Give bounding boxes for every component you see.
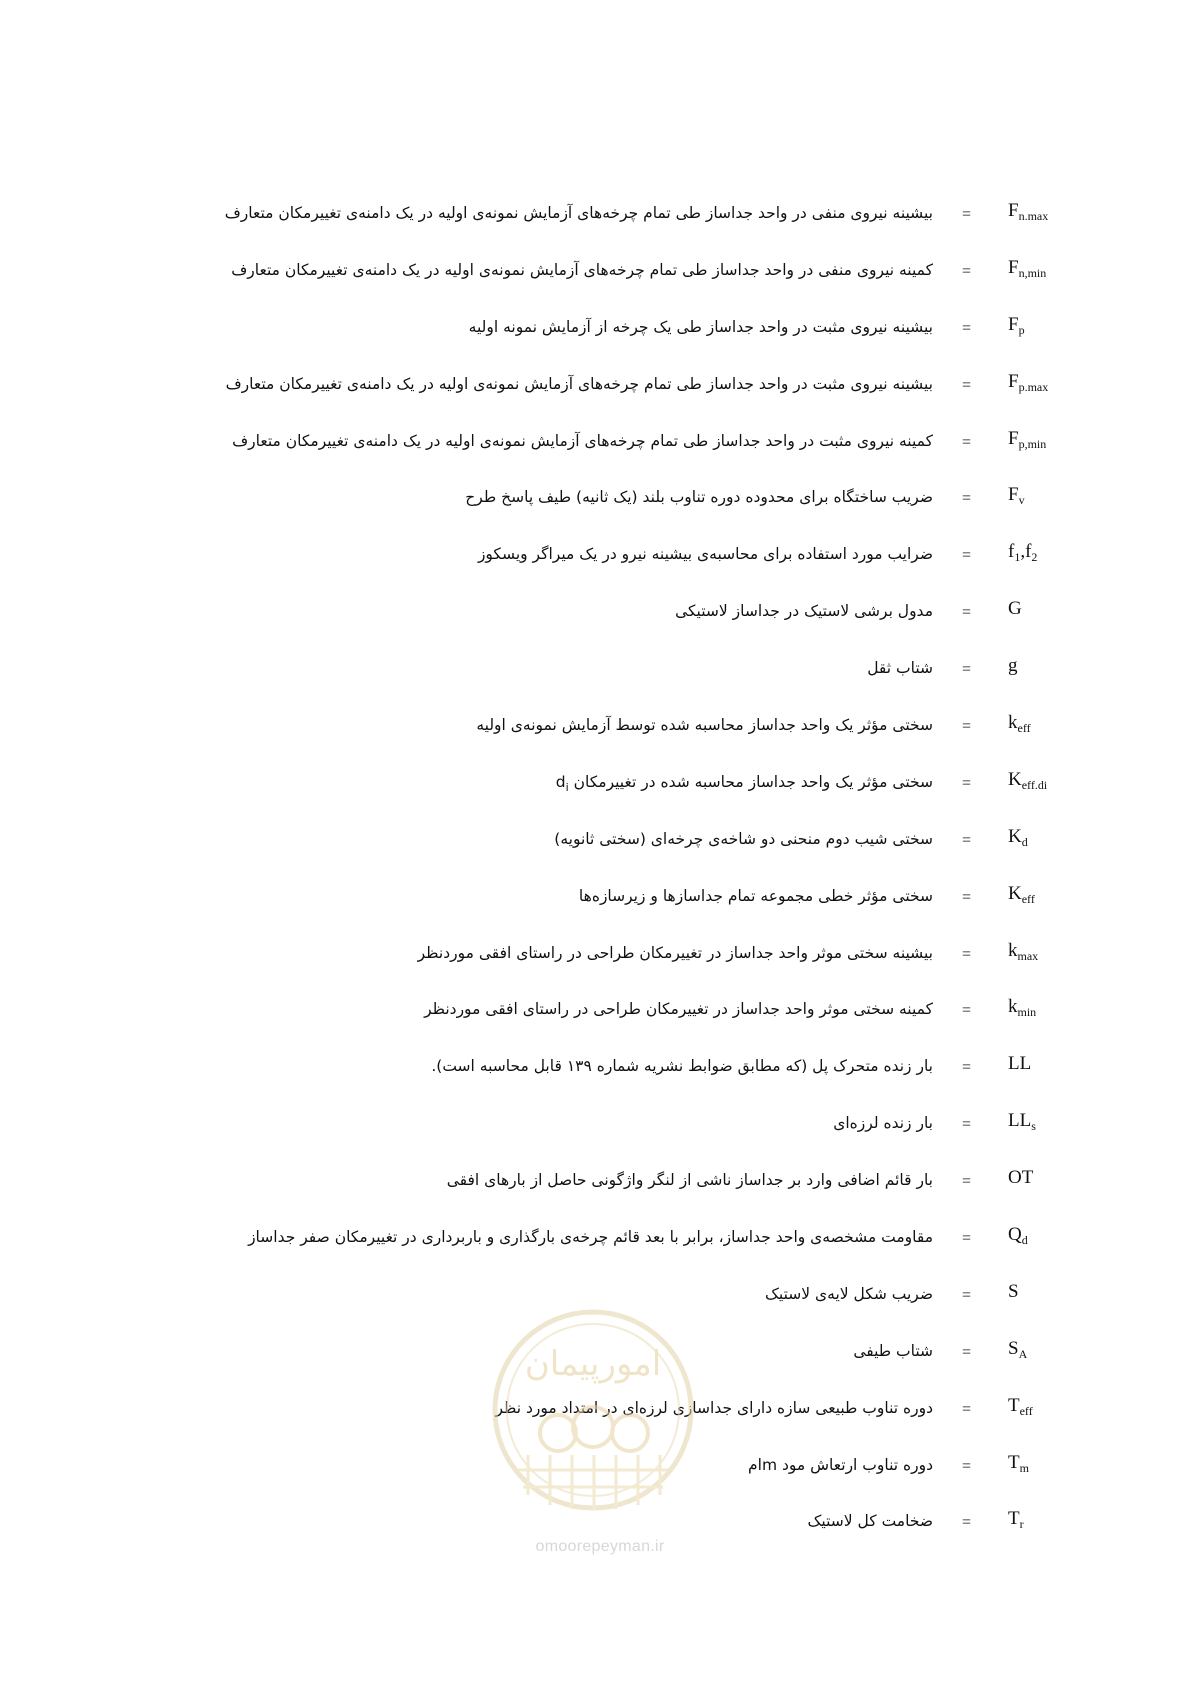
equals-sign: = (962, 547, 972, 565)
symbol: G (1008, 598, 1022, 620)
symbol: $k_{min}$ (1008, 996, 1037, 1020)
equals-sign: = (962, 945, 972, 963)
description: مدول برشی لاستیک در جداساز لاستیکی (675, 602, 933, 621)
description: مقاومت مشخصه‌ی واحد جداساز، برابر با بعد قائم چرخه‌ی بارگذاری و باربرداری در تغییرمکان صفر جداساز (248, 1228, 933, 1247)
equals-sign: = (962, 1343, 972, 1361)
symbol: $f_1,f_2$ (1008, 541, 1038, 565)
symbol: $k_{max}$ (1008, 939, 1039, 963)
symbol: $T_r$ (1008, 1508, 1024, 1532)
symbol: $F_{n.max}$ (1008, 200, 1049, 223)
description: ضریب شکل لایه‌ی لاستیک (765, 1284, 933, 1303)
equals-sign: = (962, 774, 972, 792)
symbol: $K_{eff.di}$ (1008, 768, 1048, 792)
symbol: S (1008, 1280, 1019, 1302)
description: دوره تناوب طبیعی سازه دارای جداسازی لرزه‌ای در امتداد مورد نظر (495, 1398, 933, 1417)
equals-sign: = (962, 433, 972, 451)
symbol: g (1008, 655, 1018, 677)
equals-sign: = (962, 661, 972, 679)
symbol: $F_{p,min}$ (1008, 427, 1047, 451)
symbol: $F_v$ (1008, 484, 1025, 508)
equals-sign: = (962, 718, 972, 736)
description: بار قائم اضافی وارد بر جداساز ناشی از لنگر واژگونی حاصل از بارهای افقی (446, 1171, 933, 1190)
description: بیشینه نیروی مثبت در واحد جداساز طی تمام چرخه‌های آزمایش نمونه‌ی اولیه در یک دامنه‌ی تغییرمکان متعارف (225, 374, 933, 393)
description: ضریب ساختگاه برای محدوده دوره تناوب بلند (یک ثانیه) طیف پاسخ طرح (465, 488, 933, 507)
symbol: $K_d$ (1008, 825, 1028, 849)
equals-sign: = (962, 1400, 972, 1418)
equals-sign: = (962, 1173, 972, 1191)
symbol: $Q_d$ (1008, 1224, 1028, 1248)
description: کمینه نیروی منفی در واحد جداساز طی تمام چرخه‌های آزمایش نمونه‌ی اولیه در یک دامنه‌ی تغییرمکان متعارف (231, 260, 933, 279)
description: سختی شیب دوم منحنی دو شاخه‌ی چرخه‌ای (سختی ثانویه) (554, 829, 933, 848)
symbol: $F_{p.max}$ (1008, 370, 1049, 394)
description: بیشینه نیروی مثبت در واحد جداساز طی یک چرخه از آزمایش نمونه اولیه (468, 317, 933, 336)
equals-sign: = (962, 1059, 972, 1077)
watermark-text: امورپیمان (524, 1344, 662, 1384)
description: بیشینه سختی موثر واحد جداساز در تغییرمکان طراحی در راستای افقی موردنظر (417, 943, 933, 962)
description: بار زنده لرزه‌ای (833, 1114, 933, 1133)
equals-sign: = (962, 262, 972, 280)
description: شتاب ثقل (867, 659, 933, 678)
symbol: $T_m$ (1008, 1451, 1029, 1475)
symbol: $F_p$ (1008, 313, 1025, 337)
symbol: $F_{n,min}$ (1008, 256, 1047, 280)
symbol: $K_{eff}$ (1008, 882, 1035, 906)
equals-sign: = (962, 206, 972, 223)
watermark-url: omoorepeyman.ir (535, 1538, 665, 1555)
symbol: LL (1008, 1053, 1032, 1075)
equals-sign: = (962, 376, 972, 394)
symbol: OT (1008, 1167, 1034, 1189)
equals-sign: = (962, 831, 972, 849)
equals-sign: = (962, 1116, 972, 1134)
equals-sign: = (962, 1457, 972, 1475)
description: شتاب طیفی (853, 1341, 933, 1360)
description: بار زنده متحرک پل (که مطابق ضوابط نشریه شماره ۱۳۹ قابل محاسبه است). (431, 1057, 933, 1076)
equals-sign: = (962, 319, 972, 337)
symbol: $LL_s$ (1008, 1110, 1036, 1134)
symbol: $T_{eff}$ (1008, 1394, 1033, 1418)
equals-sign: = (962, 1230, 972, 1248)
description: بیشینه نیروی منفی در واحد جداساز طی تمام چرخه‌های آزمایش نمونه‌ی اولیه در یک دامنه‌ی تغییرمکان متعارف (224, 204, 933, 222)
description: کمینه سختی موثر واحد جداساز در تغییرمکان طراحی در راستای افقی موردنظر (424, 1000, 933, 1019)
description: ضرایب مورد استفاده برای محاسبه‌ی بیشینه نیرو در یک میراگر ویسکوز (477, 545, 933, 564)
equals-sign: = (962, 1286, 972, 1304)
symbol: $k_{eff}$ (1008, 712, 1031, 736)
equals-sign: = (962, 490, 972, 508)
description: سختی مؤثر یک واحد جداساز محاسبه شده در تغییرمکان $d_i$ (555, 772, 933, 794)
equals-sign: = (962, 1514, 972, 1532)
equals-sign: = (962, 888, 972, 906)
equals-sign: = (962, 604, 972, 622)
description: کمینه نیروی مثبت در واحد جداساز طی تمام چرخه‌های آزمایش نمونه‌ی اولیه در یک دامنه‌ی تغییرمکان متعارف (232, 431, 933, 450)
watermark-logo (488, 1305, 698, 1515)
description: سختی مؤثر خطی مجموعه تمام جداسازها و زیرسازه‌ها (578, 886, 933, 905)
description: ضخامت کل لاستیک (807, 1512, 933, 1531)
description: سختی مؤثر یک واحد جداساز محاسبه شده توسط آزمایش نمونه‌ی اولیه (476, 716, 933, 735)
description: دوره تناوب ارتعاش مود mام (748, 1455, 933, 1474)
equals-sign: = (962, 1002, 972, 1020)
symbol: $S_A$ (1008, 1337, 1028, 1361)
